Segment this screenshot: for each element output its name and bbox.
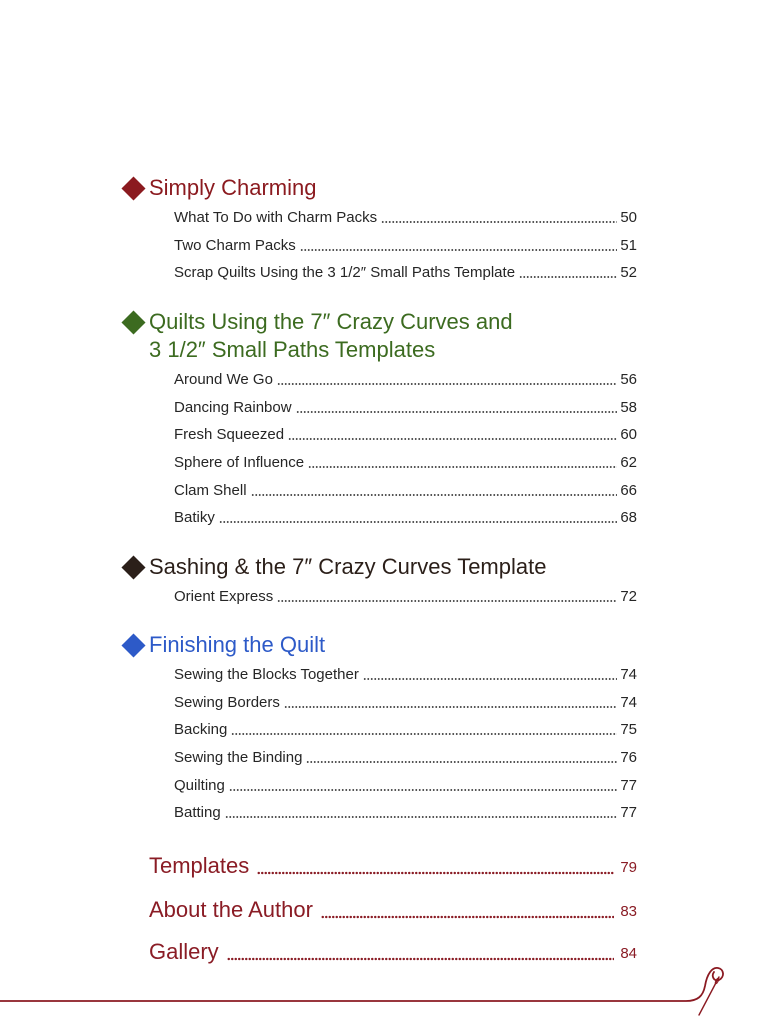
entry-page-number: 74 xyxy=(620,693,637,711)
toc-section-crazy-curves-and-small-paths xyxy=(0,308,759,532)
toc-entry xyxy=(174,504,637,532)
entry-title: Orient Express xyxy=(174,588,274,605)
toc-entry xyxy=(174,583,637,611)
back-matter-title: Templates xyxy=(149,853,250,878)
section-heading xyxy=(0,174,759,202)
entry-title: Sphere of Influence xyxy=(174,454,305,472)
entry-page-number: 74 xyxy=(620,666,637,683)
toc-entry xyxy=(174,744,637,772)
dot-leader xyxy=(296,394,618,422)
toc-section-sashing xyxy=(0,553,759,611)
entry-page-number: 60 xyxy=(620,426,637,444)
diamond-bullet-icon xyxy=(121,555,145,579)
toc-entry xyxy=(174,421,637,449)
entry-page-number: 56 xyxy=(620,371,637,388)
dot-leader xyxy=(288,421,617,449)
dot-leader xyxy=(229,772,617,800)
entry-page-number: 52 xyxy=(620,264,637,282)
entry-page-number: 66 xyxy=(620,481,637,499)
entry-title: Fresh Squeezed xyxy=(174,426,285,444)
dot-leader xyxy=(225,799,618,827)
toc-section-finishing-the-quilt xyxy=(0,631,759,827)
entry-title: Batting xyxy=(174,804,221,822)
entry-page-number: 77 xyxy=(620,776,637,794)
dot-leader xyxy=(251,477,618,505)
entry-title: Sewing the Binding xyxy=(174,749,303,767)
entry-title: Clam Shell xyxy=(174,481,247,499)
dot-leader xyxy=(363,661,617,689)
entry-list xyxy=(174,583,637,611)
thread-and-needle-icon xyxy=(0,955,759,1024)
dot-leader xyxy=(300,232,618,260)
entry-title: Scrap Quilts Using the 3 1/2″ Small Paths Template xyxy=(174,264,516,282)
back-matter-title: About the Author xyxy=(149,897,313,922)
section-heading xyxy=(0,553,759,581)
dot-leader xyxy=(381,204,617,232)
toc-entry xyxy=(174,477,637,505)
entry-page-number: 58 xyxy=(620,398,637,416)
entry-page-number: 62 xyxy=(620,454,637,472)
entry-title: What To Do with Charm Packs xyxy=(174,209,378,226)
section-title: Simply Charming xyxy=(149,175,317,200)
entry-page-number: 72 xyxy=(620,588,637,605)
entry-title: Two Charm Packs xyxy=(174,236,296,254)
section-title-line-1: Quilts Using the 7″ Crazy Curves and xyxy=(149,309,513,334)
entry-page-number: 51 xyxy=(620,236,637,254)
toc-entry xyxy=(174,661,637,689)
dot-leader xyxy=(277,366,617,394)
section-title: Finishing the Quilt xyxy=(149,632,326,657)
back-matter-page-number: 83 xyxy=(620,903,637,921)
back-matter-page-number: 84 xyxy=(620,945,637,963)
dot-leader xyxy=(219,504,617,532)
toc-entry xyxy=(174,716,637,744)
toc-entry xyxy=(174,799,637,827)
section-title-line-2: 3 1/2″ Small Paths Templates xyxy=(149,337,436,362)
dot-leader xyxy=(257,851,614,881)
toc-entry xyxy=(174,394,637,422)
section-heading xyxy=(0,308,759,364)
back-matter-entry-about-the-author xyxy=(149,895,637,925)
diamond-bullet-icon xyxy=(121,633,145,657)
dot-leader xyxy=(284,689,617,717)
entry-page-number: 50 xyxy=(620,209,637,226)
entry-title: Around We Go xyxy=(174,371,273,388)
entry-list xyxy=(174,366,637,532)
dot-leader xyxy=(519,259,617,287)
back-matter-page-number: 79 xyxy=(620,859,637,877)
entry-title: Sewing the Blocks Together xyxy=(174,666,359,683)
entry-title: Sewing Borders xyxy=(174,693,280,711)
toc-entry xyxy=(174,772,637,800)
toc-entry xyxy=(174,232,637,260)
dot-leader xyxy=(308,449,617,477)
entry-list xyxy=(174,661,637,827)
toc-entry xyxy=(174,366,637,394)
entry-title: Batiky xyxy=(174,509,215,527)
toc-entry xyxy=(174,689,637,717)
entry-title: Quilting xyxy=(174,776,225,794)
diamond-bullet-icon xyxy=(121,310,145,334)
toc-entry xyxy=(174,449,637,477)
dot-leader xyxy=(277,583,617,611)
back-matter-entry-templates xyxy=(149,851,637,881)
section-title: Sashing & the 7″ Crazy Curves Template xyxy=(149,554,547,579)
diamond-bullet-icon xyxy=(121,176,145,200)
toc-entry xyxy=(174,204,637,232)
entry-page-number: 75 xyxy=(620,721,637,739)
toc-section-simply-charming xyxy=(0,174,759,287)
dot-leader xyxy=(321,895,614,925)
back-matter-title: Gallery xyxy=(149,939,219,964)
entry-title: Dancing Rainbow xyxy=(174,398,292,416)
section-heading xyxy=(0,631,759,659)
toc-entry xyxy=(174,259,637,287)
entry-page-number: 76 xyxy=(620,749,637,767)
dot-leader xyxy=(231,716,617,744)
entry-list xyxy=(174,204,637,287)
entry-title: Backing xyxy=(174,721,228,739)
entry-page-number: 68 xyxy=(620,509,637,527)
dot-leader xyxy=(306,744,617,772)
entry-page-number: 77 xyxy=(620,804,637,822)
